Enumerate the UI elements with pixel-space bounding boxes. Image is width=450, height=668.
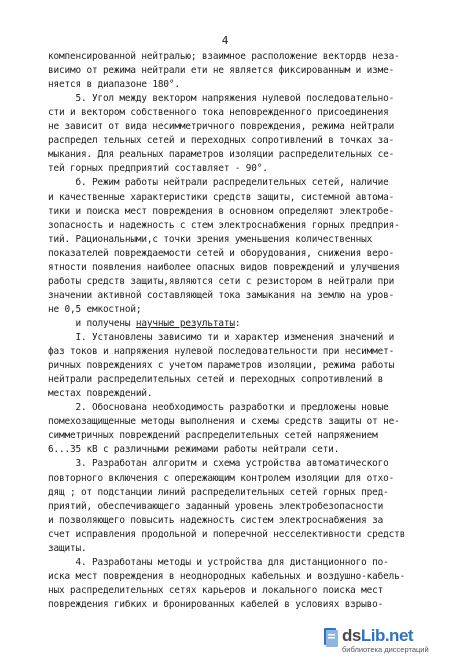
text-line: 2. Обоснована необходимость разработки и предложены новые [48,402,389,414]
watermark-brand-prefix: ds [342,626,361,645]
text-line: мыкания. Для реальных параметров изоляции распределительных се- [48,149,395,161]
text-line: работы средств защиты,являются сети с резистором в нейтрали при [48,275,395,287]
text-line: 5. Угол между вектором напряжения нулевой последовательно- [48,93,395,105]
text-line: ричных повреждениях с учетом параметров изоляции, режима работы [48,360,395,372]
text-line: значении активной составляющей тока замыкания на землю на уров- [48,289,395,301]
text-line: тий. Рациональными,с точки зрения уменьшения количественных [48,233,373,245]
watermark-brand [342,626,413,646]
text-line: ятности появления наиболее опасных видов повреждений и улучшения [48,261,400,273]
text-line: иска мест повреждения в неоднородных кабельных и воздушно-кабель- [48,570,406,582]
text-line: распредел тельных сетей и переходных сопротивлений в точках за- [48,135,395,147]
text-line: няется в диапазоне 180°. [48,79,180,91]
text-line: сти и вектором собственного тока неповрежденного присоединения [48,107,389,119]
underlined-phrase: научные результаты [135,317,235,329]
page-number: 4 [221,34,229,47]
text-line: не 0,5 емкостной; [48,303,142,315]
text-line: показателей повреждаемости сетей и оборудования, снижения веро- [48,247,395,259]
text-line: помехозащищенные методы выполнения и схемы средств защиты от не- [48,416,400,428]
text-line: зопасность и надежность с стем электроснабжения горных предприя- [48,219,400,231]
text-line: повторного включения с опережающим контролем изоляции для отхо- [48,472,395,484]
text-line: 6...35 кВ с различными режимами работы нейтрали сети. [48,444,340,456]
text-line: дящ ; от подстанции линий распределительных сетей горных пред- [48,486,389,498]
text-line: симметричных повреждений распределительных сетей напряжением [48,430,378,442]
text-line: I. Установлены зависимо ти и характер изменения значений и [48,332,395,343]
text-line: повреждения гибких и бронированных кабелей в условиях взрыво- [48,598,384,610]
text-line: б. Режим работы нейтрали распределительных сетей, наличие [48,177,389,189]
text-line: тики и поиска мест повреждения в основном определяют электробе- [48,205,395,217]
text-line: приятий, обеспечивающего заданный уровень электробезопасности [48,500,384,512]
text-line: не зависит от вида несимметричного повреждения, режима нейтрали [48,121,395,133]
text-line: местах повреждений. [48,388,153,400]
text-line: 3. Разработан алгоритм и схема устройства автоматического [48,458,389,470]
watermark-subtitle: библиотека диссертаций [342,645,429,654]
text-line: 4. Разработаны методы и устройства для дистанционного по- [48,556,389,568]
text-line: и позволяющего повысить надежность систем электроснабжения за [48,514,384,526]
text-line: висимо от режима нейтрали ети не является фиксированным и изме- [48,65,395,77]
book-icon [322,626,340,648]
text-line: нейтрали распределительных сетей и переходных сопротивлений в [48,374,384,386]
dslib-watermark [322,624,440,658]
text-line: тей горных предприятий составляет - 90°. [48,163,268,175]
text-line: компенсированной нейтралью; взаимное расположение вектордв неза- [48,51,400,62]
text-line: и качественные характеристики средств защиты, системной автома- [48,191,395,203]
text-line: счет исправления продольной и поперечной несселективности средств [48,528,406,540]
text-line: защиты. [48,542,87,554]
text-line: фаз токов и напряжения нулевой последовательности при несиммет- [48,346,395,358]
watermark-brand-suffix: Lib.net [360,626,414,645]
text-line: ных распределительных сетях карьеров и локального поиска мест [48,584,384,596]
text-line: и получены научные результаты: [48,317,241,329]
